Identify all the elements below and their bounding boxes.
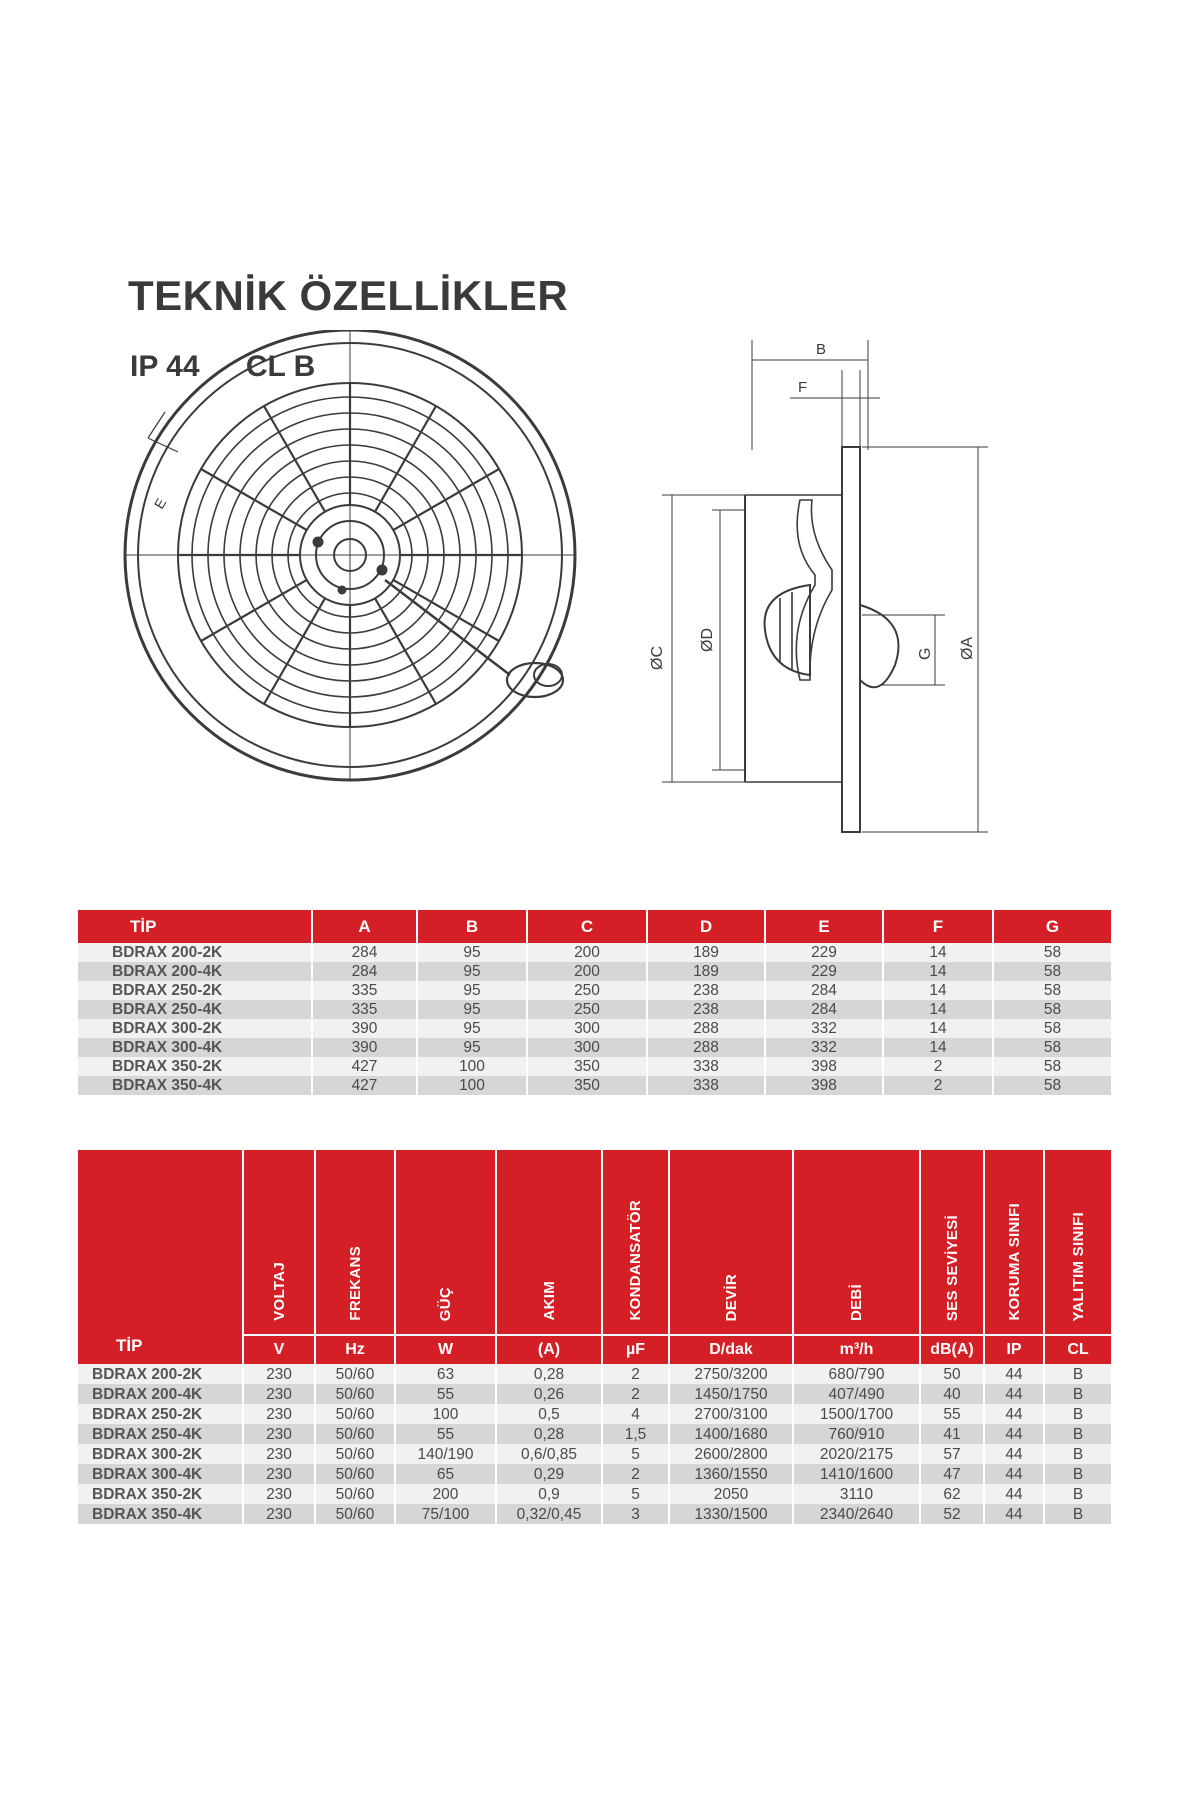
table-cell: 238 — [648, 1000, 766, 1019]
table-cell: 230 — [244, 1424, 316, 1444]
table-cell: 300 — [528, 1038, 648, 1057]
label-c: ØC — [649, 646, 666, 670]
table-cell: 284 — [766, 981, 884, 1000]
col-header-voltaj — [244, 1150, 316, 1334]
electrical-specs-table — [78, 1150, 1111, 1524]
col-header-d: D — [648, 910, 766, 943]
unit-cell: µF — [603, 1334, 670, 1364]
table-cell: BDRAX 350-4K — [78, 1076, 313, 1095]
col-header-label: VOLTAJ — [270, 1262, 288, 1321]
table-cell: 14 — [884, 1019, 994, 1038]
table-cell: 95 — [418, 943, 528, 962]
table-cell: 75/100 — [396, 1504, 497, 1524]
table-cell: 200 — [528, 962, 648, 981]
table-cell: 2340/2640 — [794, 1504, 921, 1524]
table-cell: 50/60 — [316, 1484, 396, 1504]
table-cell: 41 — [921, 1424, 985, 1444]
col-header-devir — [670, 1150, 794, 1334]
fan-technical-drawings — [0, 330, 1200, 890]
table-cell: B — [1045, 1404, 1111, 1424]
col-header-kondansator — [603, 1150, 670, 1334]
table-cell: 58 — [994, 1076, 1111, 1095]
table-cell: 189 — [648, 943, 766, 962]
table-cell: 300 — [528, 1019, 648, 1038]
table-cell: 95 — [418, 1038, 528, 1057]
col-header-akim — [497, 1150, 603, 1334]
table-cell: 200 — [528, 943, 648, 962]
table-cell: 230 — [244, 1364, 316, 1384]
table-cell: 760/910 — [794, 1424, 921, 1444]
table-cell: 2 — [603, 1464, 670, 1484]
table-cell: B — [1045, 1364, 1111, 1384]
table-cell: 5 — [603, 1484, 670, 1504]
table-cell: 288 — [648, 1019, 766, 1038]
table-cell: 0,28 — [497, 1424, 603, 1444]
col-header-label: DEBİ — [848, 1283, 865, 1321]
table-cell: B — [1045, 1464, 1111, 1484]
table-cell: 50/60 — [316, 1404, 396, 1424]
table-cell: 44 — [985, 1504, 1045, 1524]
table-cell: BDRAX 200-4K — [78, 1384, 244, 1404]
table-cell: 55 — [396, 1424, 497, 1444]
table-cell: 1450/1750 — [670, 1384, 794, 1404]
unit-cell: dB(A) — [921, 1334, 985, 1364]
col-header-b: B — [418, 910, 528, 943]
table-cell: 100 — [418, 1076, 528, 1095]
table-cell: 3 — [603, 1504, 670, 1524]
table-cell: 250 — [528, 981, 648, 1000]
table-cell: 0,9 — [497, 1484, 603, 1504]
table-cell: 44 — [985, 1484, 1045, 1504]
table-cell: 230 — [244, 1464, 316, 1484]
table-cell: BDRAX 300-2K — [78, 1019, 313, 1038]
table-cell: 44 — [985, 1424, 1045, 1444]
table-cell: 338 — [648, 1076, 766, 1095]
table-cell: B — [1045, 1424, 1111, 1444]
unit-cell: m³/h — [794, 1334, 921, 1364]
table-cell: 1410/1600 — [794, 1464, 921, 1484]
table-cell: 58 — [994, 981, 1111, 1000]
col-header-f: F — [884, 910, 994, 943]
table-cell: 95 — [418, 962, 528, 981]
col-header-a: A — [313, 910, 418, 943]
table-cell: 40 — [921, 1384, 985, 1404]
table-cell: 288 — [648, 1038, 766, 1057]
table-cell: 95 — [418, 981, 528, 1000]
table-cell: 14 — [884, 943, 994, 962]
table-cell: 2750/3200 — [670, 1364, 794, 1384]
col-header-frekans — [316, 1150, 396, 1334]
unit-cell: IP — [985, 1334, 1045, 1364]
table-row — [78, 1504, 1111, 1524]
table-cell: 44 — [985, 1404, 1045, 1424]
table-cell: 0,6/0,85 — [497, 1444, 603, 1464]
table-cell: 44 — [985, 1384, 1045, 1404]
table-cell: 50 — [921, 1364, 985, 1384]
table-cell: 1360/1550 — [670, 1464, 794, 1484]
table-cell: 50/60 — [316, 1464, 396, 1484]
table-cell: 230 — [244, 1444, 316, 1464]
col-header-g: G — [994, 910, 1111, 943]
table-row — [78, 1000, 1111, 1019]
table-row — [78, 1057, 1111, 1076]
table-cell: BDRAX 300-4K — [78, 1038, 313, 1057]
table-cell: 58 — [994, 962, 1111, 981]
unit-cell: D/dak — [670, 1334, 794, 1364]
table-cell: 50/60 — [316, 1444, 396, 1464]
table-cell: BDRAX 350-4K — [78, 1504, 244, 1524]
table-row — [78, 981, 1111, 1000]
col-header-label: KONDANSATÖR — [627, 1200, 644, 1321]
col-header-tip: TİP — [78, 1150, 244, 1364]
col-header-c: C — [528, 910, 648, 943]
table-cell: 1400/1680 — [670, 1424, 794, 1444]
table-cell: 284 — [313, 962, 418, 981]
table-cell: 50/60 — [316, 1504, 396, 1524]
table-cell: B — [1045, 1484, 1111, 1504]
table-row — [78, 1484, 1111, 1504]
table-row — [78, 962, 1111, 981]
table-cell: BDRAX 250-4K — [78, 1000, 313, 1019]
table-cell: 2600/2800 — [670, 1444, 794, 1464]
table-cell: 50/60 — [316, 1364, 396, 1384]
table-cell: 1,5 — [603, 1424, 670, 1444]
table-cell: 189 — [648, 962, 766, 981]
table-cell: 57 — [921, 1444, 985, 1464]
table-cell: 58 — [994, 943, 1111, 962]
table-cell: 62 — [921, 1484, 985, 1504]
table-cell: 250 — [528, 1000, 648, 1019]
table-cell: 230 — [244, 1484, 316, 1504]
table-cell: 2 — [603, 1364, 670, 1384]
table-cell: 2020/2175 — [794, 1444, 921, 1464]
col-header-label: SES SEVİYESİ — [943, 1214, 961, 1321]
table-cell: 338 — [648, 1057, 766, 1076]
unit-cell: (A) — [497, 1334, 603, 1364]
table-cell: 680/790 — [794, 1364, 921, 1384]
table-cell: 2050 — [670, 1484, 794, 1504]
table-cell: 0,29 — [497, 1464, 603, 1484]
col-header-ses — [921, 1150, 985, 1334]
table-cell: B — [1045, 1444, 1111, 1464]
table-cell: 0,32/0,45 — [497, 1504, 603, 1524]
table-row — [78, 1384, 1111, 1404]
table-cell: 350 — [528, 1076, 648, 1095]
table-cell: 2 — [884, 1057, 994, 1076]
table-row — [78, 1444, 1111, 1464]
table-cell: 63 — [396, 1364, 497, 1384]
table-cell: 58 — [994, 1019, 1111, 1038]
col-header-label: GÜÇ — [437, 1286, 454, 1321]
table-cell: 407/490 — [794, 1384, 921, 1404]
label-a: ØA — [959, 636, 976, 660]
table-cell: 4 — [603, 1404, 670, 1424]
table-cell: 44 — [985, 1464, 1045, 1484]
table-cell: 0,5 — [497, 1404, 603, 1424]
table-cell: 5 — [603, 1444, 670, 1464]
table-cell: BDRAX 300-2K — [78, 1444, 244, 1464]
table-cell: 229 — [766, 943, 884, 962]
table-cell: 58 — [994, 1000, 1111, 1019]
table-cell: 350 — [528, 1057, 648, 1076]
col-header-debi — [794, 1150, 921, 1334]
table-cell: 2 — [884, 1076, 994, 1095]
col-header-koruma — [985, 1150, 1045, 1334]
table-cell: 50/60 — [316, 1384, 396, 1404]
page-title: TEKNİK ÖZELLİKLER — [128, 272, 569, 319]
dimensions-header-row — [78, 910, 1111, 943]
table-cell: BDRAX 200-2K — [78, 1364, 244, 1384]
unit-cell: W — [396, 1334, 497, 1364]
electrical-header-row — [78, 1150, 1111, 1334]
table-row — [78, 943, 1111, 962]
table-cell: 44 — [985, 1444, 1045, 1464]
table-row — [78, 1364, 1111, 1384]
table-cell: BDRAX 350-2K — [78, 1057, 313, 1076]
table-cell: 427 — [313, 1057, 418, 1076]
table-cell: 1500/1700 — [794, 1404, 921, 1424]
table-cell: 335 — [313, 981, 418, 1000]
table-cell: 200 — [396, 1484, 497, 1504]
label-e: E — [150, 495, 170, 512]
table-cell: BDRAX 250-4K — [78, 1424, 244, 1444]
table-row — [78, 1424, 1111, 1444]
table-cell: 3110 — [794, 1484, 921, 1504]
table-cell: 398 — [766, 1076, 884, 1095]
table-cell: 95 — [418, 1000, 528, 1019]
label-f: F — [798, 379, 808, 396]
col-header-label: KORUMA SINIFI — [1005, 1203, 1023, 1321]
unit-cell: Hz — [316, 1334, 396, 1364]
table-cell: 14 — [884, 1000, 994, 1019]
table-cell: 284 — [766, 1000, 884, 1019]
table-cell: BDRAX 200-4K — [78, 962, 313, 981]
label-g: G — [917, 647, 934, 660]
table-cell: 332 — [766, 1038, 884, 1057]
table-cell: 55 — [396, 1384, 497, 1404]
table-cell: B — [1045, 1384, 1111, 1404]
col-header-tip: TİP — [78, 910, 313, 943]
fan-front-view — [125, 330, 575, 780]
table-cell: 14 — [884, 1038, 994, 1057]
table-row — [78, 1464, 1111, 1484]
table-cell: 58 — [994, 1057, 1111, 1076]
table-cell: 0,26 — [497, 1384, 603, 1404]
table-cell: 58 — [994, 1038, 1111, 1057]
dimensions-table — [78, 910, 1111, 1095]
table-cell: 230 — [244, 1404, 316, 1424]
table-cell: 238 — [648, 981, 766, 1000]
unit-cell: CL — [1045, 1334, 1111, 1364]
table-cell: 50/60 — [316, 1424, 396, 1444]
table-cell: B — [1045, 1504, 1111, 1524]
table-cell: 100 — [418, 1057, 528, 1076]
table-row — [78, 1076, 1111, 1095]
insulation-class: CL B — [245, 350, 316, 383]
table-cell: 95 — [418, 1019, 528, 1038]
col-header-label: DEVİR — [722, 1273, 740, 1321]
table-cell: 52 — [921, 1504, 985, 1524]
table-cell: BDRAX 250-2K — [78, 981, 313, 1000]
table-cell: 1330/1500 — [670, 1504, 794, 1524]
table-cell: 284 — [313, 943, 418, 962]
table-cell: 14 — [884, 962, 994, 981]
table-cell: 44 — [985, 1364, 1045, 1384]
col-header-yalitim — [1045, 1150, 1111, 1334]
table-cell: 390 — [313, 1019, 418, 1038]
table-cell: BDRAX 200-2K — [78, 943, 313, 962]
table-row — [78, 1404, 1111, 1424]
unit-cell: V — [244, 1334, 316, 1364]
table-cell: 398 — [766, 1057, 884, 1076]
table-cell: 55 — [921, 1404, 985, 1424]
table-cell: 427 — [313, 1076, 418, 1095]
col-header-guc — [396, 1150, 497, 1334]
table-cell: 140/190 — [396, 1444, 497, 1464]
table-cell: 332 — [766, 1019, 884, 1038]
table-cell: 47 — [921, 1464, 985, 1484]
col-header-label: AKIM — [540, 1281, 558, 1321]
ip-rating: IP 44 — [130, 350, 200, 383]
table-cell: BDRAX 350-2K — [78, 1484, 244, 1504]
table-cell: 390 — [313, 1038, 418, 1057]
table-cell: 2 — [603, 1384, 670, 1404]
table-cell: 230 — [244, 1504, 316, 1524]
label-b: B — [816, 341, 827, 358]
label-d: ØD — [699, 628, 716, 652]
table-cell: 100 — [396, 1404, 497, 1424]
table-row — [78, 1038, 1111, 1057]
table-cell: BDRAX 300-4K — [78, 1464, 244, 1484]
table-cell: 229 — [766, 962, 884, 981]
table-cell: 335 — [313, 1000, 418, 1019]
col-header-label: YALITIM SINIFI — [1069, 1211, 1087, 1321]
table-cell: 14 — [884, 981, 994, 1000]
table-cell: 2700/3100 — [670, 1404, 794, 1424]
col-header-label: FREKANS — [346, 1246, 364, 1321]
table-cell: 65 — [396, 1464, 497, 1484]
table-cell: 230 — [244, 1384, 316, 1404]
col-header-e: E — [766, 910, 884, 943]
table-cell: BDRAX 250-2K — [78, 1404, 244, 1424]
table-row — [78, 1019, 1111, 1038]
fan-side-view — [662, 340, 988, 832]
table-cell: 0,28 — [497, 1364, 603, 1384]
